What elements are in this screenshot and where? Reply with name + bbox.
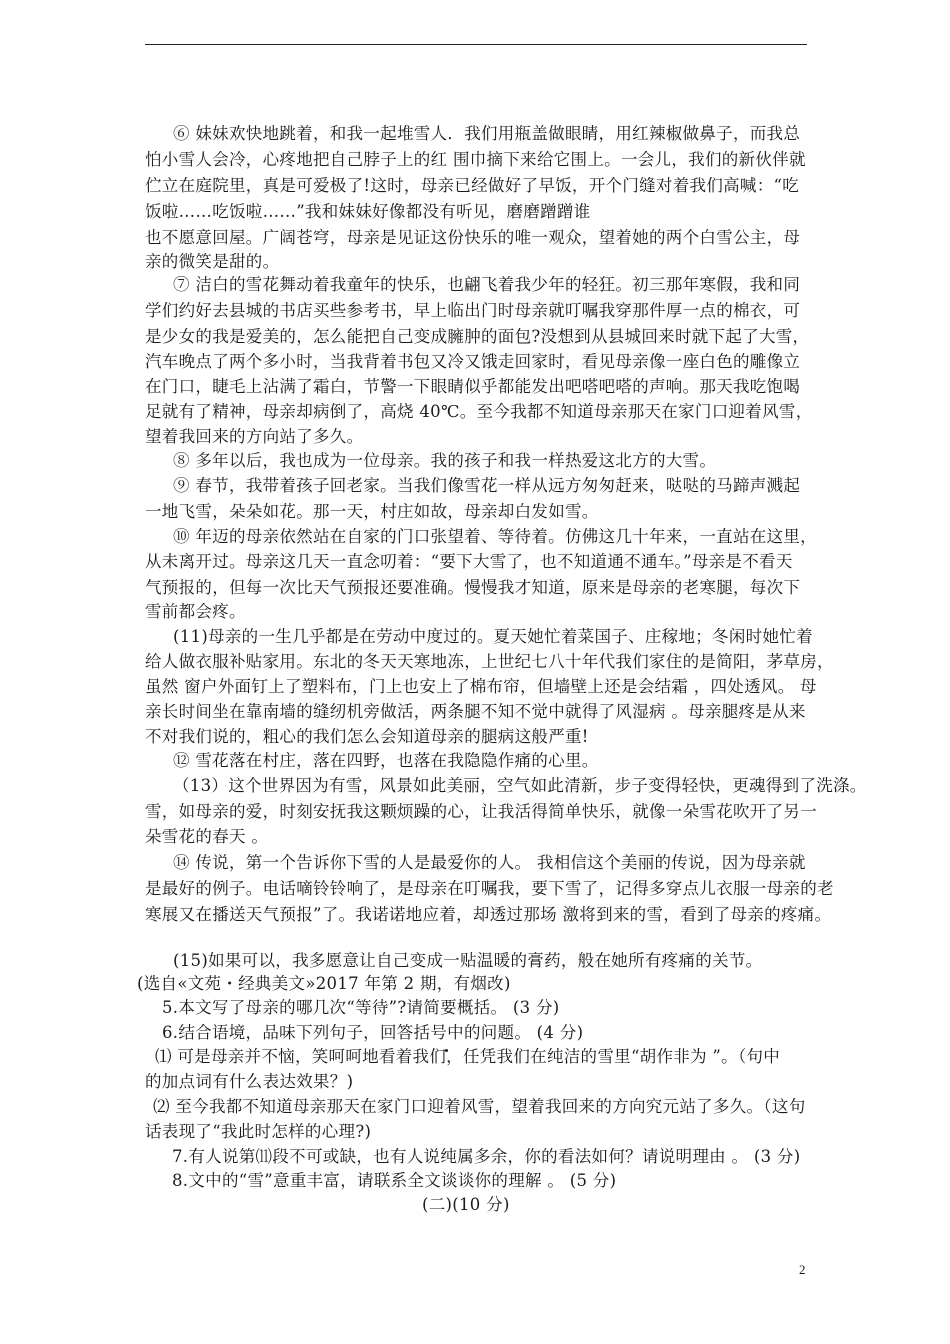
text-line: 寒展又在播送天气预报”了。我诺诺地应着，却透过那场 激将到来的雪，看到了母亲的疼痛。: [145, 905, 832, 924]
text-line: 是少女的我是爱美的，怎么能把自己变成臃肿的面包?没想到从县城回来时就下起了大雪，: [145, 327, 810, 346]
text-line: 给人做衣服补贴家用。东北的冬天天寒地冻，上世纪七八十年代我们家住的是简阳，茅草房，: [145, 652, 834, 671]
text-line: 怕小雪人会冷，心疼地把自己脖子上的红 围巾摘下来给它围上。一会儿，我们的新伙伴就: [145, 150, 806, 169]
text-line: ⑨ 春节，我带着孩子回老家。当我们像雪花一样从远方匆匆赶来，哒哒的马蹄声溅起: [173, 476, 801, 495]
text-line: 饭啦……吃饭啦……”我和妹妹好像都没有听见，磨磨蹭蹭谁: [145, 202, 591, 221]
header-rule: [145, 44, 807, 45]
text-line: ⑩ 年迈的母亲依然站在自家的门口张望着、等待着。仿佛这几十年来，一直站在这里，: [173, 527, 817, 546]
text-line: 学们约好去县城的书店买些参考书，早上临出门时母亲就叮嘱我穿那件厚一点的棉衣，可: [145, 301, 801, 320]
question-5: 5.本文写了母亲的哪几次“等待”?请简要概括。 (3 分): [162, 998, 560, 1017]
text-line: 一地飞雪，朵朵如花。那一天，村庄如故，母亲却白发如雪。: [145, 502, 599, 521]
question-8: 8.文中的“雪”意重丰富，请联系全文谈谈你的理解 。 (5 分): [172, 1171, 617, 1190]
text-line: ⑦ 洁白的雪花舞动着我童年的快乐，也翩飞着我少年的轻狂。初三那年寒假，我和同: [173, 275, 801, 294]
text-line: 虽然 窗户外面钉上了塑料布，门上也安上了棉布帘，但墙壁上还是会结霜 ，四处透风。 母: [145, 677, 817, 696]
text-line: 望着我回来的方向站了多久。: [145, 427, 364, 446]
question-7: 7.有人说第⑾段不可或缺，也有人说纯属多余，你的看法如何？请说明理由 。 (3 分): [172, 1147, 801, 1166]
text-line: 话表现了“我此时怎样的心理?): [145, 1122, 372, 1141]
text-line: （13）这个世界因为有雪，风景如此美丽，空气如此清新，步子变得轻快，更魂得到了洗涤。: [173, 776, 867, 795]
text-line: 足就有了精神，母亲却病倒了，高烧 40℃。至今我都不知道母亲那天在家门口迎着风雪，: [145, 402, 813, 421]
question-6: 6.结合语境，品味下列句子，回答括号中的问题。 (4 分): [162, 1023, 584, 1042]
text-line: 雪，如母亲的爱，时刻安抚我这颗烦躁的心，让我活得简单快乐，就像一朵雪花吹开了另一: [145, 802, 817, 821]
text-line: 气预报的，但每一次比天气预报还要准确。慢慢我才知道，原来是母亲的老寒腿，每次下: [145, 578, 801, 597]
text-line: 雪前都会疼。: [145, 602, 246, 621]
text-line: 是最好的例子。电话嘀铃铃响了，是母亲在叮嘱我，要下雪了，记得多穿点儿衣服一母亲的老: [145, 879, 834, 898]
text-line: (15)如果可以，我多愿意让自己变成一贴温暖的膏药，般在她所有疼痛的关节。: [173, 951, 763, 970]
page-number: 2: [799, 1262, 806, 1277]
text-line: ⑫ 雪花落在村庄，落在四野，也落在我隐隐作痛的心里。: [173, 751, 599, 770]
text-line: 也不愿意回屋。广阔苍穹，母亲是见证这份快乐的唯一观众，望着她的两个白雪公主，母: [145, 228, 801, 247]
text-line: 不对我们说的，粗心的我们怎么会知道母亲的腿病这般严重!: [145, 727, 589, 746]
text-line: ⑭ 传说，第一个告诉你下雪的人是最爱你的人。 我相信这个美丽的传说，因为母亲就: [173, 853, 806, 872]
text-line: 亲长时间坐在靠南墙的缝纫机旁做活，两条腿不知不觉中就得了风湿病 。母亲腿疼是从来: [145, 702, 806, 721]
text-line: 的加点词有什么表达效果？): [145, 1072, 354, 1091]
text-line: 汽车晚点了两个多小时，当我背着书包又冷又饿走回家时，看见母亲像一座白色的雕像立: [145, 352, 801, 371]
text-line: (11)母亲的一生几乎都是在劳动中度过的。夏天她忙着菜国子、庄稼地；冬闲时她忙着: [173, 627, 813, 646]
text-line: 朵雪花的春天 。: [145, 827, 269, 846]
text-line: ⑧ 多年以后，我也成为一位母亲。我的孩子和我一样热爱这北方的大雪。: [173, 451, 717, 470]
text-line: ⑥ 妹妹欢快地跳着，和我一起堆雪人．我们用瓶盖做眼睛，用红辣椒做鼻子，而我总: [173, 124, 801, 143]
question-6-part-1: ⑴ 可是母亲并不恼，笑呵呵地看着我们，任凭我们在纯洁的雪里“胡作非为 ”。（句中: [155, 1047, 781, 1066]
section-heading: (二)(10 分): [422, 1195, 510, 1214]
source-line: (选自«文苑・经典美文»2017 年第 2 期，有烟改): [137, 974, 511, 993]
text-line: 亲的微笑是甜的。: [145, 252, 280, 271]
question-6-part-2: ⑵ 至今我都不知道母亲那天在家门口迎着风雪，望着我回来的方向究元站了多久。（这句: [153, 1097, 806, 1116]
text-line: 伫立在庭院里，真是可爱极了!这时，母亲已经做好了早饭，开个门缝对着我们高喊：“吃: [145, 176, 800, 195]
text-line: 在门口，睫毛上沾满了霜白，节警一下眼睛似乎都能发出吧嗒吧嗒的声响。那天我吃饱喝: [145, 377, 801, 396]
text-line: 从未离开过。母亲这几天一直念叨着：“要下大雪了，也不知道通不通车。”母亲是不看天: [145, 552, 793, 571]
